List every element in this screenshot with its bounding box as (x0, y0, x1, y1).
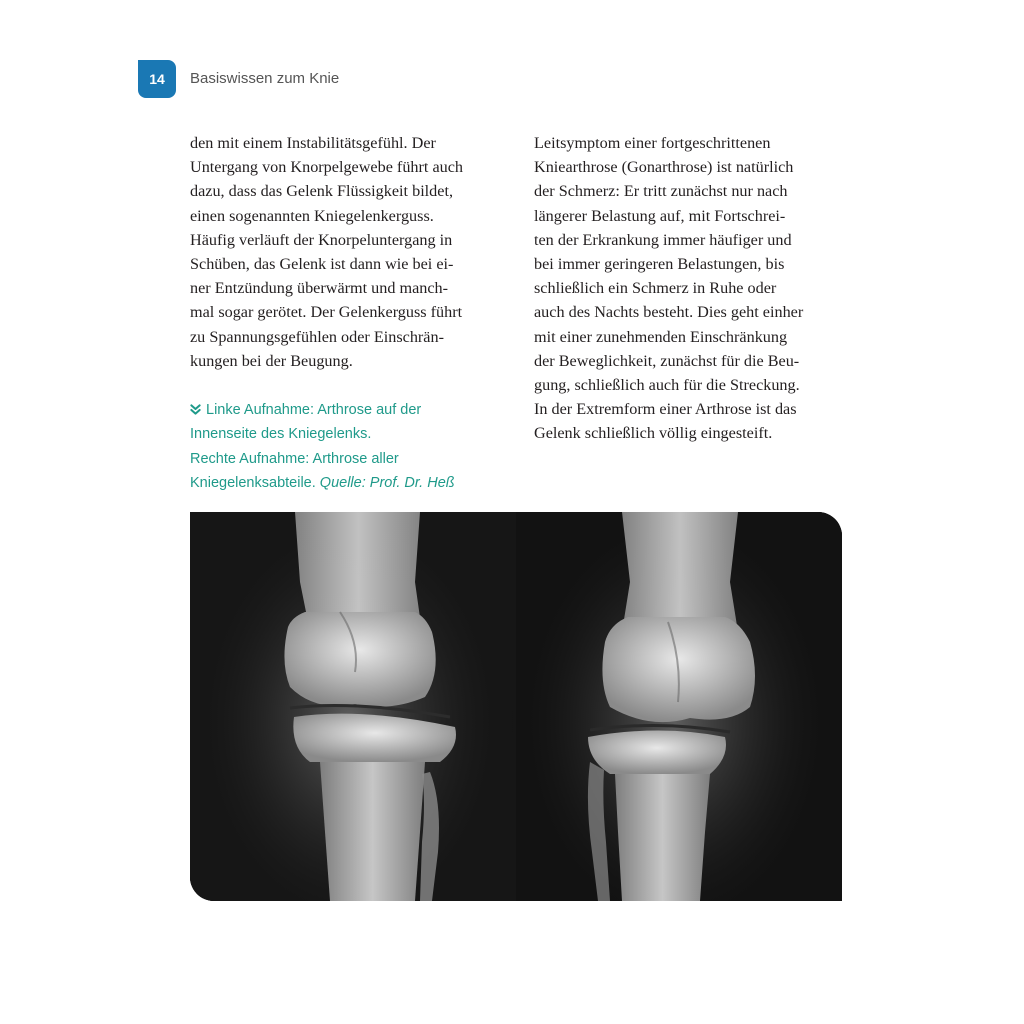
caption-line (190, 398, 510, 422)
text-line: ner Entzündung überwärmt und manch- (190, 279, 449, 298)
caption-text: Kniegelenksabteile. (190, 474, 316, 491)
text-line: Untergang von Knorpelgewebe führt auch (190, 158, 463, 177)
caption-text: Linke Aufnahme: Arthrose auf der (206, 402, 422, 418)
text-line: Schüben, das Gelenk ist dann wie bei ei- (190, 255, 454, 274)
knee-xray-figure (190, 512, 842, 901)
page-number-badge (138, 60, 176, 98)
text-line: gung, schließlich auch für die Streckung. (534, 376, 800, 395)
text-line: kungen bei der Beugung. (190, 351, 353, 370)
text-line: der Schmerz: Er tritt zunächst nur nach (534, 182, 788, 201)
text-line: längerer Belastung auf, mit Fortschrei- (534, 206, 786, 225)
body-text-right-column (534, 131, 846, 446)
text-line: ten der Erkrankung immer häufiger und (534, 230, 792, 249)
text-line: mal sogar gerötet. Der Gelenkerguss führt (190, 303, 463, 322)
page-number: 14 (149, 71, 165, 87)
text-line: schließlich ein Schmerz in Ruhe oder (534, 279, 777, 298)
figure-caption (190, 398, 510, 495)
text-line: mit einer zunehmenden Einschränkung (534, 327, 788, 346)
text-line: zu Spannungsgefühlen oder Einschrän- (190, 327, 444, 346)
body-text-left-column (190, 131, 502, 373)
text-line: Kniearthrose (Gonarthrose) ist natürlich (534, 158, 794, 177)
caption-line: Innenseite des Kniegelenks. (190, 426, 372, 443)
double-chevron-down-icon (190, 404, 201, 415)
text-line: Häufig verläuft der Knorpeluntergang in (190, 230, 453, 249)
text-line: dazu, dass das Gelenk Flüssigkeit bildet, (190, 182, 454, 201)
text-line: Leitsymptom einer fortgeschrittenen (534, 134, 771, 152)
caption-line (190, 471, 510, 495)
text-line: bei immer geringeren Belastungen, bis (534, 255, 785, 274)
left-knee-xray (190, 512, 520, 901)
text-line: In der Extremform einer Arthrose ist das (534, 400, 797, 419)
right-knee-xray (505, 512, 842, 901)
text-line: Gelenk schließlich völlig eingesteift. (534, 424, 773, 443)
running-title: Basiswissen zum Knie (190, 70, 340, 87)
text-line: der Beweglichkeit, zunächst für die Beu- (534, 351, 800, 370)
text-line: einen sogenannten Kniegelenkerguss. (190, 206, 434, 225)
text-line: den mit einem Instabilitätsgefühl. Der (190, 134, 436, 152)
knee-xray-image (190, 512, 842, 901)
caption-line: Rechte Aufnahme: Arthrose aller (190, 450, 399, 467)
text-line: auch des Nachts besteht. Dies geht einher (534, 303, 804, 322)
caption-source: Quelle: Prof. Dr. Heß (319, 474, 455, 491)
